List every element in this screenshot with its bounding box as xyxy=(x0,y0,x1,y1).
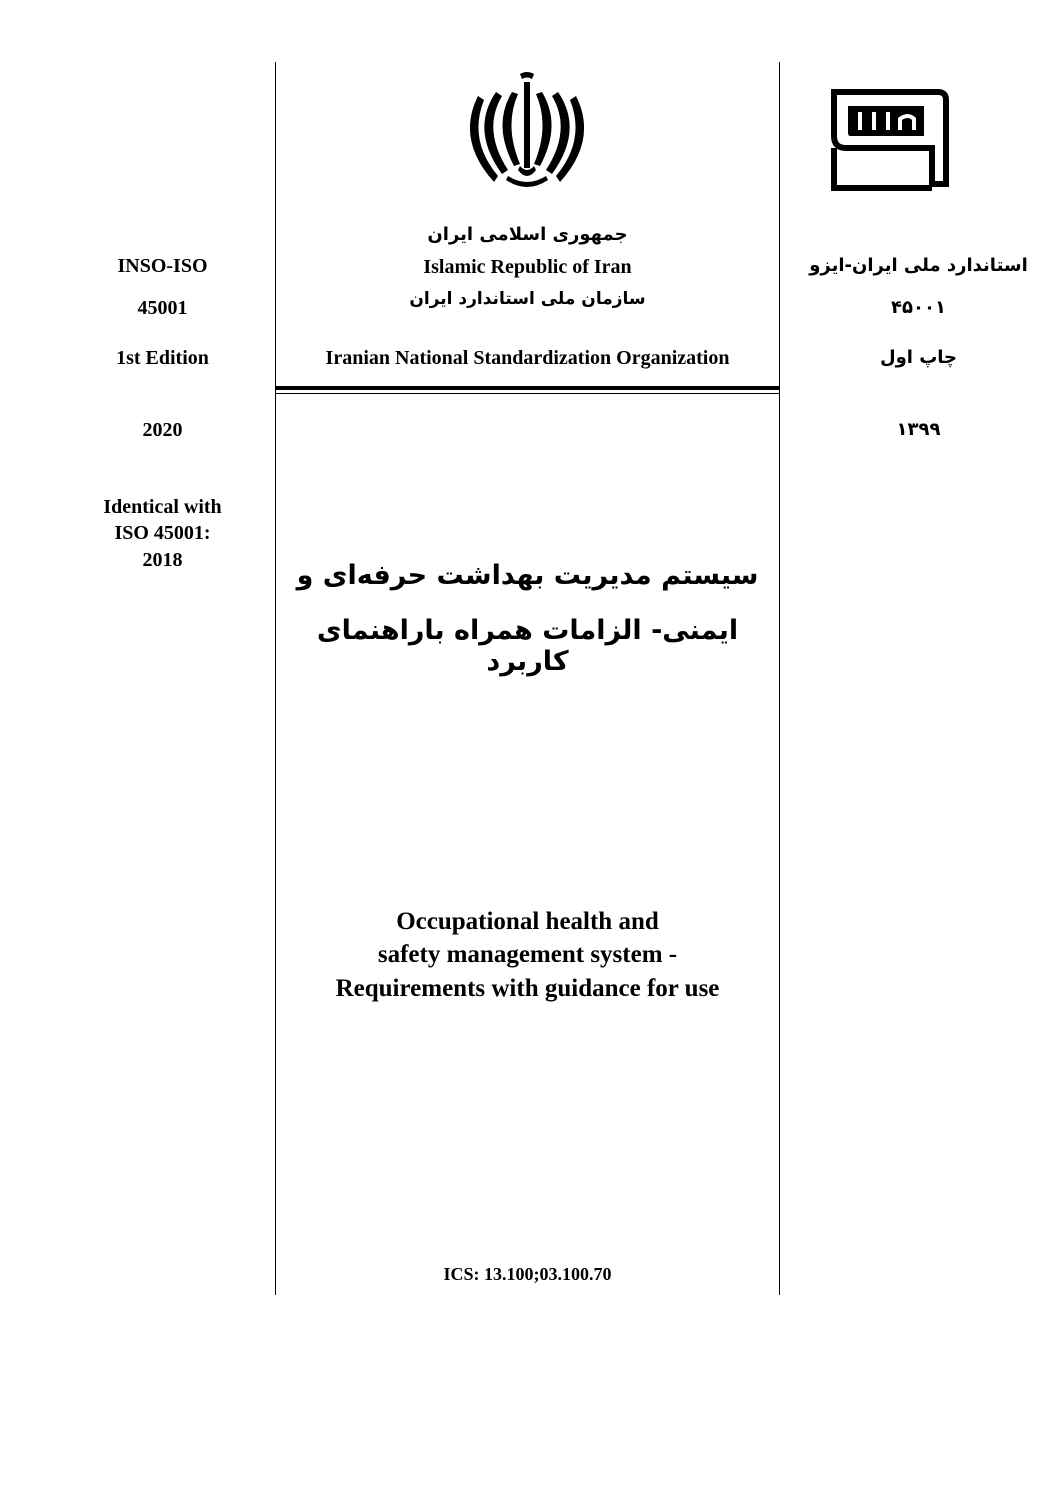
isiri-logo-icon xyxy=(828,88,950,192)
right-column-divider xyxy=(779,62,780,1295)
standard-number: 45001 xyxy=(137,297,188,319)
number-persian: ۴۵۰۰۱ xyxy=(891,297,946,318)
iran-emblem-icon xyxy=(462,70,592,192)
title-persian-line-2: ایمنی- الزامات همراه باراهنمای کاربرد xyxy=(316,615,739,677)
identical-line-1: Identical with xyxy=(103,496,222,518)
edition: 1st Edition xyxy=(116,347,209,369)
header-rule-thin xyxy=(275,393,780,394)
title-persian-line-1: سیستم مدیریت بهداشت حرفه‌ای و xyxy=(296,560,759,591)
header-rule-thick xyxy=(275,386,780,390)
title-english-line-1: Occupational health and xyxy=(396,908,659,935)
republic-english: Islamic Republic of Iran xyxy=(423,256,632,278)
standard-code: INSO-ISO xyxy=(117,255,208,277)
republic-persian: جمهوری اسلامی ایران xyxy=(427,224,628,245)
standard-persian: استاندارد ملی ایران-ایزو xyxy=(809,255,1028,276)
organization-english: Iranian National Standardization Organization xyxy=(325,347,730,369)
ics-code: ICS: 13.100;03.100.70 xyxy=(443,1264,612,1284)
organization-persian: سازمان ملی استاندارد ایران xyxy=(409,289,646,309)
year: 2020 xyxy=(142,419,183,441)
identical-line-2: ISO 45001: xyxy=(114,522,211,544)
left-column-divider xyxy=(275,62,276,1295)
year-persian: ۱۳۹۹ xyxy=(896,419,941,440)
title-english-line-2: safety management system - xyxy=(377,941,678,968)
title-english-line-3: Requirements with guidance for use xyxy=(335,975,720,1002)
identical-line-3: 2018 xyxy=(142,549,183,571)
edition-persian: چاپ اول xyxy=(879,347,958,368)
